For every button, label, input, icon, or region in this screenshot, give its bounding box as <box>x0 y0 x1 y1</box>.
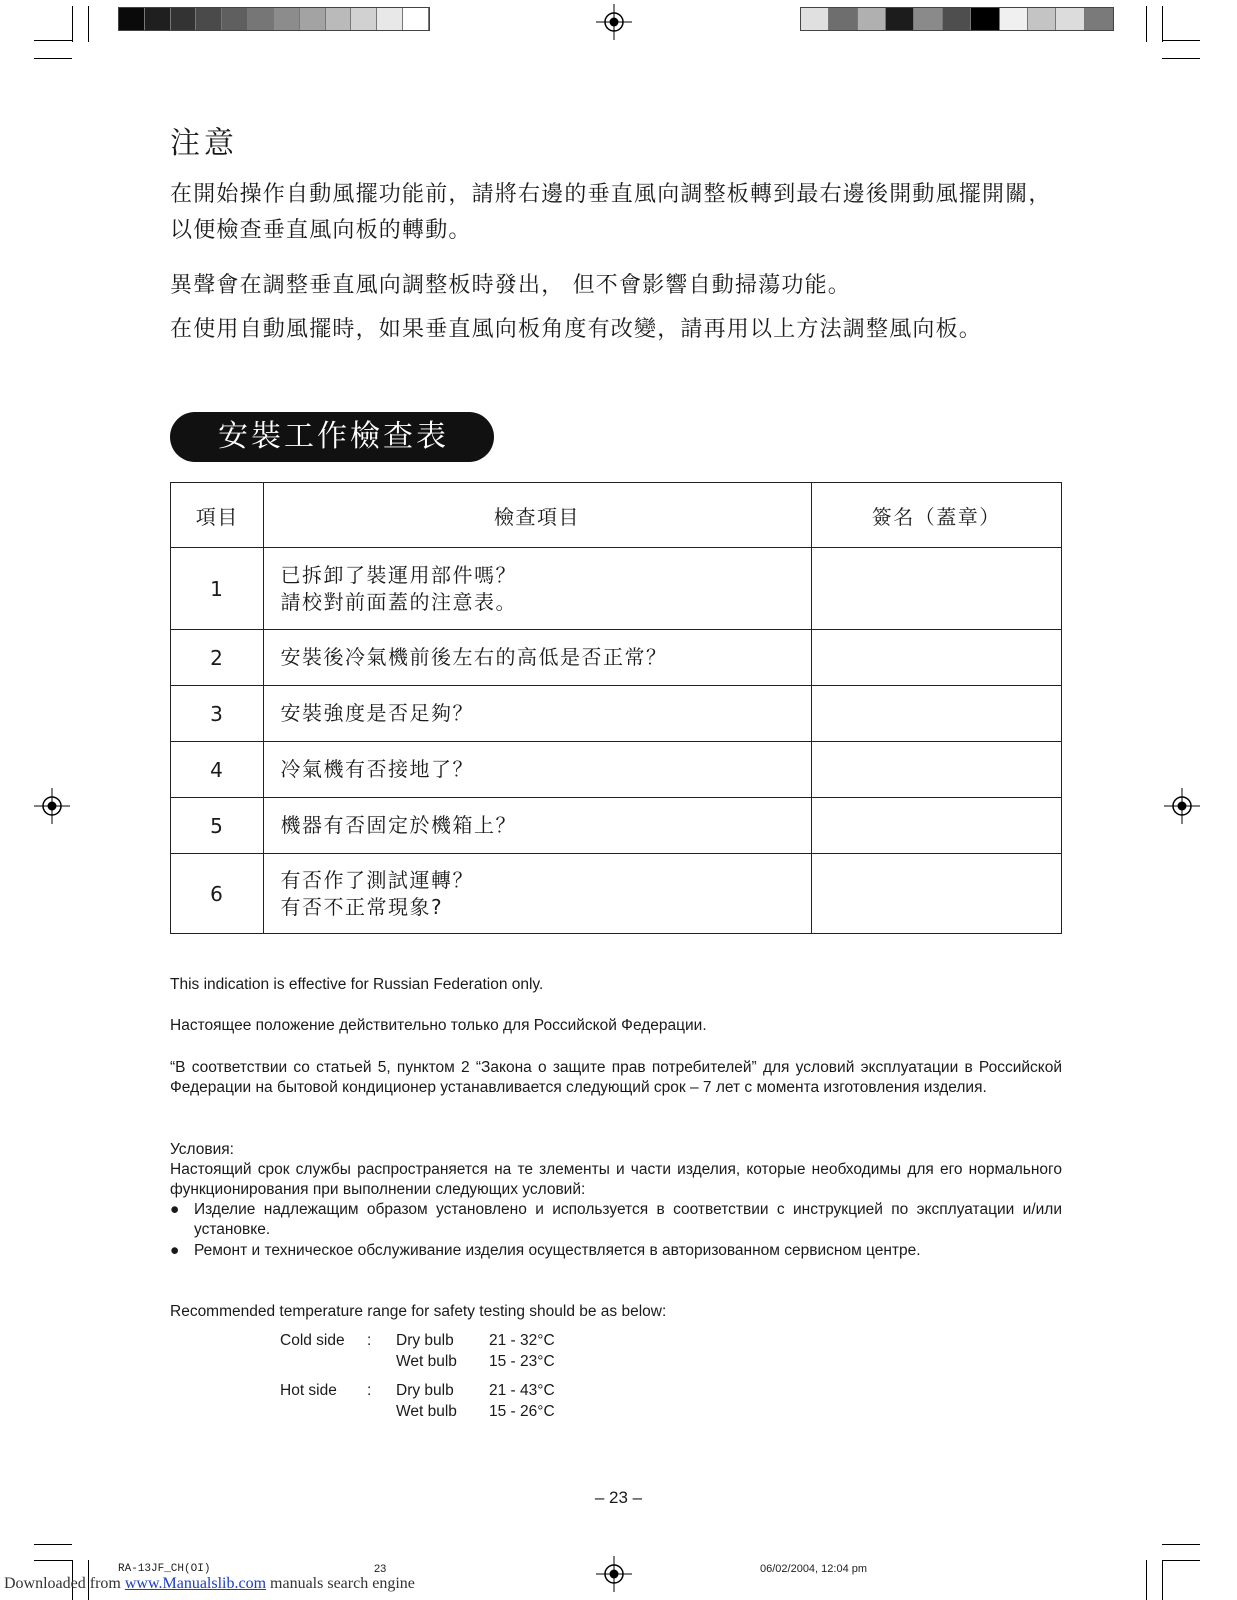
signature-cell <box>811 548 1061 630</box>
color-swatch <box>145 8 171 30</box>
dry-bulb-label: Dry bulb <box>396 1382 454 1399</box>
download-prefix: Downloaded from <box>4 1575 125 1592</box>
color-swatch <box>351 8 377 30</box>
check-item: 機器有否固定於機箱上？ <box>264 798 811 854</box>
table-row <box>171 854 1062 934</box>
wet-bulb-label: Wet bulb <box>396 1403 457 1420</box>
table-row <box>171 686 1062 742</box>
list-item <box>170 1200 1062 1240</box>
signature-cell <box>811 798 1061 854</box>
column-header-no: 項目 <box>171 483 264 548</box>
bullet-icon: ● <box>170 1201 180 1218</box>
bullet-icon: ● <box>170 1242 180 1259</box>
color-calibration-bar-right <box>800 7 1114 31</box>
footer-datetime: 06/02/2004, 12:04 pm <box>760 1563 868 1575</box>
notice-paragraph: 在開始操作自動風擺功能前，請將右邊的垂直風向調整板轉到最右邊後開動風擺開關，以便檢查垂直風向板的轉動。 <box>170 182 1052 243</box>
row-number: 2 <box>171 630 264 686</box>
service-life-paragraph: “В соответствии со статьей 5, пунктом 2 “Закона о защите прав потребителей” для условий эксплуатации в Российской Федерации на бытовой кондиционер устанавливается следующий срок – 7 лет с момента изготовления изделия. <box>170 1059 1062 1096</box>
hot-dry-bulb-range: 21 - 43°C <box>489 1382 555 1399</box>
color-swatch <box>858 8 886 30</box>
bullet-text: Ремонт и техническое обслуживание изделия осуществляется в авторизованном сервисном центре. <box>194 1242 921 1259</box>
color-swatch <box>274 8 300 30</box>
color-swatch <box>829 8 857 30</box>
color-calibration-bar-left <box>118 7 430 31</box>
conditions-label: Условия: <box>170 1141 234 1158</box>
page-number: – 23 – <box>594 1488 643 1507</box>
dry-bulb-label: Dry bulb <box>396 1332 454 1349</box>
color-swatch <box>943 8 971 30</box>
color-swatch <box>326 8 352 30</box>
list-item <box>170 1241 1062 1261</box>
download-watermark <box>4 1575 415 1593</box>
cold-wet-bulb-range: 15 - 23°C <box>489 1353 555 1370</box>
color-swatch <box>171 8 197 30</box>
table-header-row <box>171 483 1062 548</box>
russia-note-ru: Настоящее положение действительно только для Российской Федерации. <box>170 1017 707 1034</box>
temperature-intro: Recommended temperature range for safety testing should be as below: <box>170 1303 667 1320</box>
installation-checklist-table <box>170 482 1062 934</box>
table-row <box>171 798 1062 854</box>
color-swatch <box>914 8 942 30</box>
check-item: 已拆卸了裝運用部件嗎？ 請校對前面蓋的注意表。 <box>264 548 811 630</box>
hot-side-label: Hot side <box>280 1382 337 1399</box>
table-row <box>171 630 1062 686</box>
color-swatch <box>1056 8 1084 30</box>
row-number: 3 <box>171 686 264 742</box>
footer-file-name: RA-13JF_CH(OI) <box>118 1563 211 1575</box>
russia-note-en: This indication is effective for Russian Federation only. <box>170 976 544 993</box>
colon: : <box>367 1382 372 1399</box>
row-number: 6 <box>171 854 264 934</box>
color-swatch <box>971 8 999 30</box>
signature-cell <box>811 630 1061 686</box>
notice-paragraph: 異聲會在調整垂直風向調整板時發出， 但不會影響自動掃蕩功能。 <box>170 273 851 298</box>
registration-mark-icon <box>34 788 70 824</box>
notice-paragraph: 在使用自動風擺時，如果垂直風向板角度有改變，請再用以上方法調整風向板。 <box>170 317 983 342</box>
bullet-text: Изделие надлежащим образом установлено и используется в соответствии с инструкцией по эксплуатации и/или установке. <box>194 1201 1062 1238</box>
color-swatch <box>196 8 222 30</box>
wet-bulb-label: Wet bulb <box>396 1353 457 1370</box>
check-item: 有否作了測試運轉？ 有否不正常現象? <box>264 854 811 934</box>
column-header-item: 檢查項目 <box>264 483 811 548</box>
registration-mark-icon <box>596 4 632 40</box>
signature-cell <box>811 742 1061 798</box>
check-item: 安裝強度是否足夠？ <box>264 686 811 742</box>
color-swatch <box>403 8 429 30</box>
color-swatch <box>222 8 248 30</box>
cold-dry-bulb-range: 21 - 32°C <box>489 1332 555 1349</box>
download-suffix: manuals search engine <box>266 1575 415 1592</box>
color-swatch <box>801 8 829 30</box>
footer-page: 23 <box>374 1563 387 1575</box>
row-number: 4 <box>171 742 264 798</box>
color-swatch <box>119 8 145 30</box>
color-swatch <box>300 8 326 30</box>
color-swatch <box>886 8 914 30</box>
color-swatch <box>377 8 403 30</box>
color-swatch <box>1000 8 1028 30</box>
checklist-title-banner: 安裝工作檢查表 <box>170 412 494 462</box>
conditions-text: Настоящий срок службы распространяется на те злементы и части изделия, которые необходимы для его нормального функционирования при выполнении следующих условий: <box>170 1161 1062 1198</box>
cold-side-label: Cold side <box>280 1332 345 1349</box>
row-number: 5 <box>171 798 264 854</box>
colon: : <box>367 1332 372 1349</box>
hot-wet-bulb-range: 15 - 26°C <box>489 1403 555 1420</box>
column-header-signature: 簽名（蓋章） <box>811 483 1061 548</box>
check-item: 安裝後冷氣機前後左右的高低是否正常？ <box>264 630 811 686</box>
registration-mark-icon <box>596 1556 632 1592</box>
color-swatch <box>1028 8 1056 30</box>
signature-cell <box>811 686 1061 742</box>
color-swatch <box>1085 8 1113 30</box>
notice-heading: 注意 <box>170 126 238 161</box>
row-number: 1 <box>171 548 264 630</box>
registration-mark-icon <box>1164 788 1200 824</box>
check-item: 冷氣機有否接地了？ <box>264 742 811 798</box>
manualslib-link[interactable]: www.Manualslib.com <box>124 1575 267 1592</box>
color-swatch <box>248 8 274 30</box>
table-row <box>171 548 1062 630</box>
table-row <box>171 742 1062 798</box>
signature-cell <box>811 854 1061 934</box>
